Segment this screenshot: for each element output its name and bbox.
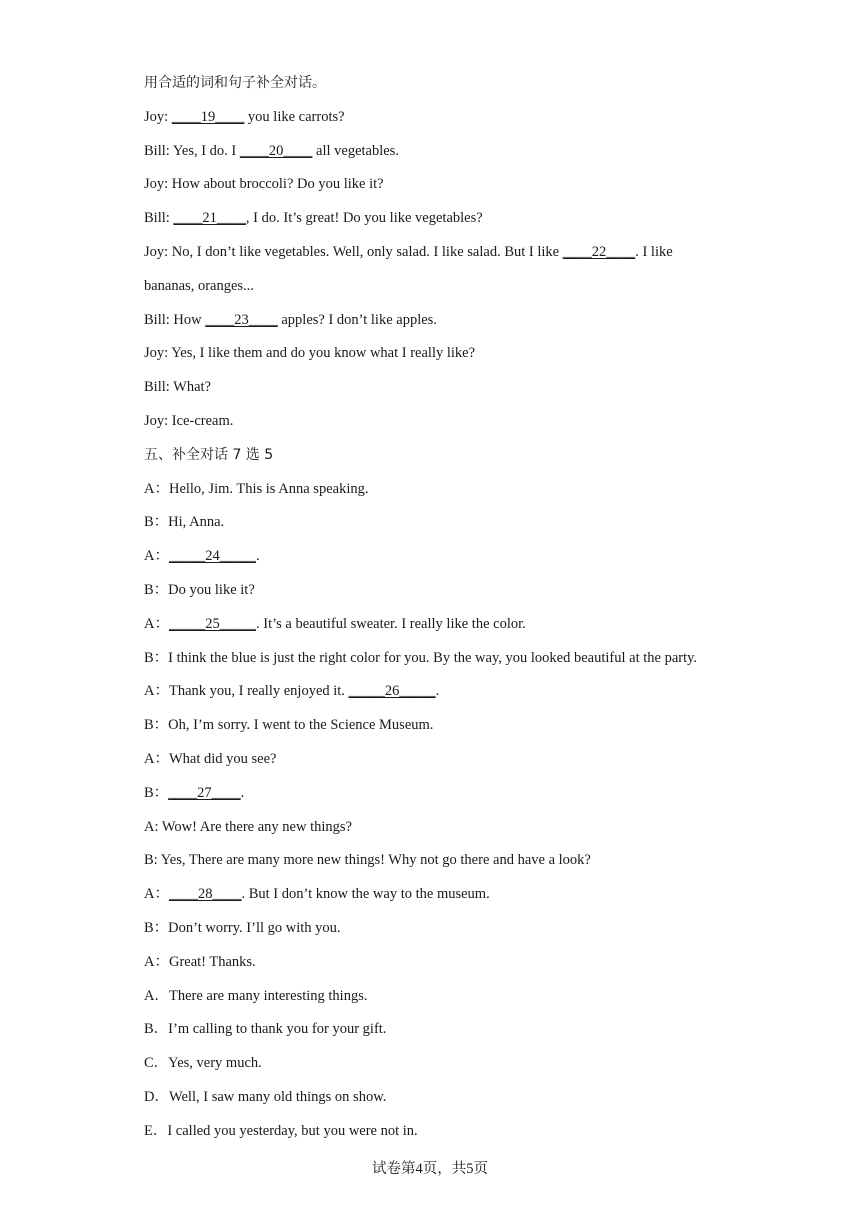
line-text: B：Hi, Anna. [144, 514, 225, 530]
line-text: B：Don’t worry. I’ll go with you. [144, 920, 341, 936]
line-text: B：Do you like it? [144, 582, 255, 598]
section-heading [144, 445, 273, 465]
line-text: all vegetables. [312, 143, 399, 159]
option-text: C．Yes, very much. [144, 1055, 262, 1071]
answer-option [144, 1053, 262, 1073]
dialogue-line [144, 681, 439, 701]
dialogue-line [144, 107, 345, 127]
answer-option [144, 1121, 418, 1141]
dialogue-line [144, 479, 368, 499]
section-heading-text: 五、补全对话 7 选 5 [144, 447, 274, 463]
line-text: A：What did you see? [144, 751, 277, 767]
dialogue-line [144, 715, 433, 735]
line-text: you like carrots? [244, 109, 345, 125]
dialogue-line [144, 648, 697, 668]
line-text: A：Hello, Jim. This is Anna speaking. [144, 481, 369, 497]
dialogue-line [144, 377, 211, 397]
line-text: Bill: Yes, I do. I [144, 143, 240, 159]
answer-option [144, 1019, 386, 1039]
answer-option [144, 1087, 386, 1107]
dialogue-line [144, 512, 224, 532]
line-text: Joy: Yes, I like them and do you know what I really like? [144, 345, 476, 361]
dialogue-line [144, 580, 255, 600]
line-text: , I do. It’s great! Do you like vegetables? [245, 210, 483, 226]
line-text: Bill: What? [144, 379, 211, 395]
dialogue-line [144, 884, 490, 904]
dialogue-line [144, 141, 399, 161]
answer-blank: ____28____ [168, 886, 242, 902]
line-text: Joy: No, I don’t like vegetables. Well, only salad. I like salad. But I like [144, 244, 563, 260]
dialogue-line [144, 850, 591, 870]
option-text: E．I called you yesterday, but you were not in. [144, 1123, 418, 1139]
option-text: D．Well, I saw many old things on show. [144, 1089, 387, 1105]
line-text: A: Wow! Are there any new things? [144, 819, 352, 835]
line-text: B: Yes, There are many more new things! Why not go there and have a look? [144, 852, 591, 868]
line-text: A： [144, 886, 169, 902]
line-text: A：Great! Thanks. [144, 954, 256, 970]
line-text: . It’s a beautiful sweater. I really like the color. [255, 616, 526, 632]
answer-blank: ____21____ [173, 210, 246, 226]
line-text: . [240, 785, 245, 801]
dialogue-line [144, 952, 256, 972]
dialogue-line [144, 411, 233, 431]
line-text: Joy: How about broccoli? Do you like it? [144, 176, 384, 192]
line-text: bananas, oranges... [144, 278, 254, 294]
dialogue-line [144, 546, 260, 566]
line-text: A： [144, 548, 169, 564]
answer-blank: ____22____ [562, 244, 636, 260]
dialogue-line [144, 310, 437, 330]
line-text: . But I don’t know the way to the museum. [241, 886, 490, 902]
dialogue-line [144, 918, 341, 938]
dialogue-line [144, 174, 384, 194]
line-text: apples? I don’t like apples. [277, 312, 437, 328]
dialogue-line [144, 749, 276, 769]
dialogue-line [144, 208, 483, 228]
line-text: Bill: [144, 210, 174, 226]
answer-option [144, 986, 367, 1006]
dialogue-line [144, 276, 254, 296]
dialogue-line [144, 242, 673, 262]
line-text: B：Oh, I’m sorry. I went to the Science Museum. [144, 717, 434, 733]
option-text: B．I’m calling to thank you for your gift. [144, 1021, 387, 1037]
answer-blank: ____23____ [205, 312, 278, 328]
answer-blank: _____26_____ [348, 683, 436, 699]
dialogue-line [144, 614, 526, 634]
answer-blank: ____19____ [171, 109, 245, 125]
answer-blank: _____25_____ [168, 616, 256, 632]
line-text: Joy: Ice-cream. [144, 413, 234, 429]
line-text: Bill: How [144, 312, 206, 328]
answer-blank: _____24_____ [168, 548, 256, 564]
dialogue-line [144, 343, 475, 363]
page-footer: 试卷第4页，共5页 [372, 1161, 488, 1177]
line-text: A：Thank you, I really enjoyed it. [144, 683, 349, 699]
dialogue-line [144, 817, 352, 837]
dialogue-line [144, 783, 244, 803]
line-text: A： [144, 616, 169, 632]
answer-blank: ____20____ [239, 143, 313, 159]
line-text: B： [144, 785, 169, 801]
option-text: A．There are many interesting things. [144, 988, 368, 1004]
line-text: B：I think the blue is just the right color for you. By the way, you looked beautiful at the party. [144, 650, 698, 666]
instruction-text: 用合适的词和句子补全对话。 [144, 75, 326, 91]
answer-blank: ____27____ [168, 785, 241, 801]
line-text: Joy: [144, 109, 172, 125]
line-text: . I like [635, 244, 673, 260]
line-text: . [255, 548, 260, 564]
line-text: . [435, 683, 440, 699]
instruction [144, 73, 326, 93]
